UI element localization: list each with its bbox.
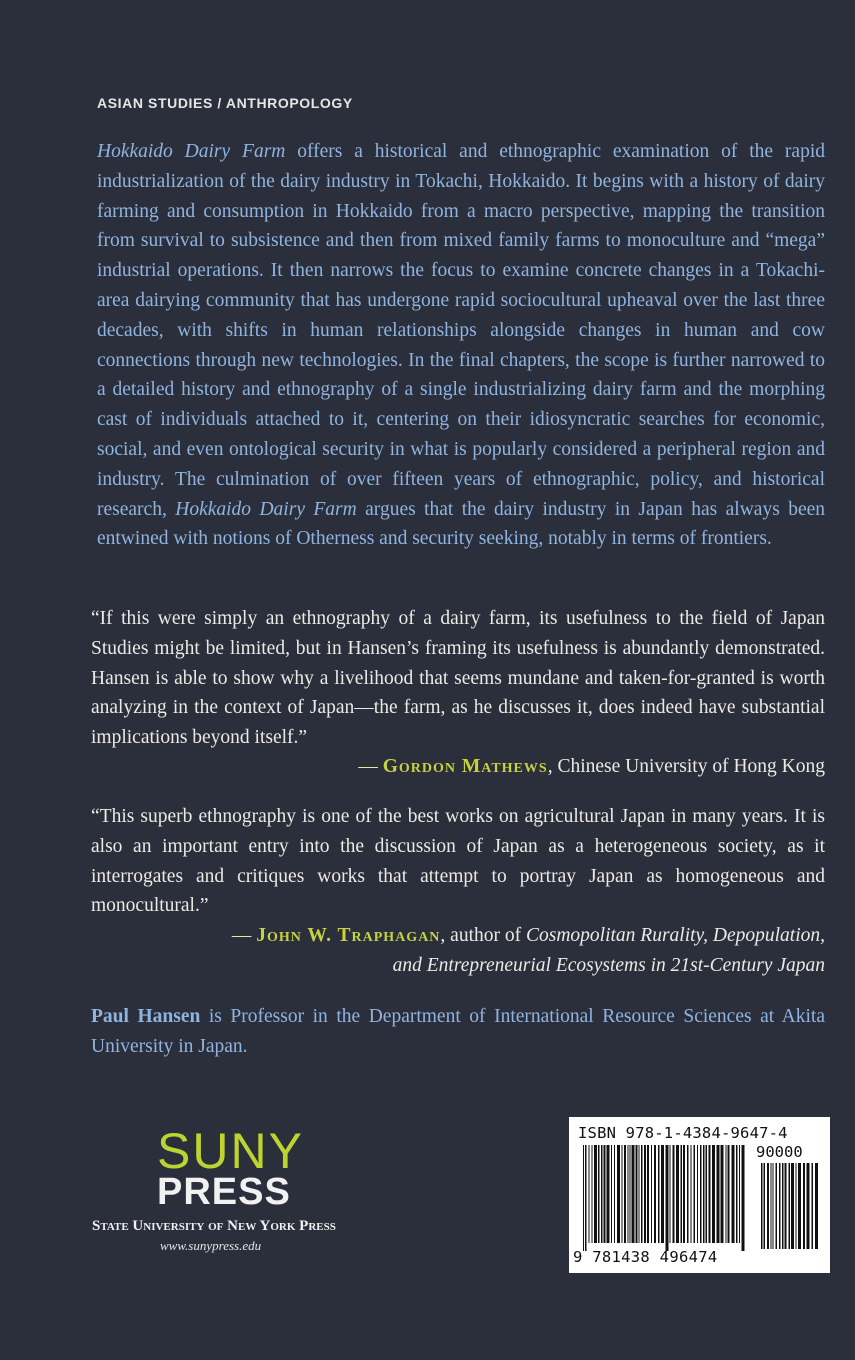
barcode-bar [691,1145,692,1243]
barcode-bar [607,1145,610,1243]
attribution-dash: — [358,756,383,777]
barcode-bar [666,1145,669,1251]
barcode-bar [706,1145,708,1243]
barcode-bar [661,1145,664,1243]
barcode-bar [815,1163,818,1249]
barcode-bar [601,1145,603,1243]
isbn-label: ISBN 978-1-4384-9647-4 [578,1124,788,1142]
barcode-bar [585,1145,587,1251]
barcode-bar [779,1163,781,1249]
barcode-bar [742,1145,745,1251]
barcode-bar [636,1145,638,1243]
barcode-bar [773,1163,774,1249]
barcode-bar [639,1145,640,1243]
barcode-bar [717,1145,720,1243]
barcode-bar [676,1145,679,1243]
barcode-bars [583,1145,747,1251]
author-bio-text: is Professor in the Department of International Resource Sciences at Akita University in Japan. [91,1006,825,1057]
barcode-bar [589,1145,590,1243]
book-description [97,137,825,554]
barcode-bar [683,1145,685,1243]
endorsement-quote: “This superb ethnography is one of the best works on agricultural Japan in many years. It is also an important entry into the discussion of Japan as a heterogeneous society, as it interrogates and critiques works that attempt to portray Japan as homogeneous and monocultural.” [91,806,825,917]
publisher-logo-press: PRESS [157,1171,291,1213]
endorser-affiliation: , Chinese University of Hong Kong [547,756,825,777]
barcode-bar [798,1163,801,1249]
barcode-bar [651,1145,652,1243]
endorser-affiliation: , author of [440,925,526,946]
barcode-bar [703,1145,705,1243]
barcode-bar [687,1145,689,1243]
barcode-bar [791,1163,794,1249]
barcode-bar [782,1163,784,1249]
barcode-bar [624,1145,626,1243]
barcode-bar [628,1145,629,1243]
author-name: Paul Hansen [91,1006,201,1027]
barcode-bar [598,1145,600,1243]
endorsement-quote: “If this were simply an ethnography of a dairy farm, its usefulness to the field of Japan Studies might be limited, but in Hansen’s framing its usefulness is abundantly demonstrated. Hansen is able to show why a livelihood that seems mundane and taken-for-granted is worth analyzing in the context of Japan—the farm, as he discusses it, does indeed have substantial implications beyond itself.” [91,608,825,749]
barcode-bar [604,1145,606,1243]
barcode-digits: 9 781438 496474 [573,1248,718,1266]
barcode-bar [789,1163,791,1249]
addon-barcode-bars [761,1163,821,1249]
barcode-bar [771,1163,772,1249]
endorser-name: John W. Traphagan [256,925,441,946]
barcode-bar [776,1163,778,1249]
barcode-bar [583,1145,584,1251]
category-label: ASIAN STUDIES / ANTHROPOLOGY [97,95,353,111]
author-bio [91,1002,825,1062]
barcode-bar [761,1163,763,1249]
barcode-bar [736,1145,738,1243]
barcode-bar [622,1145,623,1243]
barcode-bar [728,1145,730,1243]
book-title: Hokkaido Dairy Farm [97,141,286,162]
barcode-bar [697,1145,698,1243]
barcode-bar [807,1163,810,1249]
barcode-bar [796,1163,797,1249]
publisher-url: www.sunypress.edu [160,1238,262,1253]
barcode-bar [732,1145,735,1243]
description-text: argues that the dairy industry in Japan has always been entwined with notions of Otherness and security seeking, notably in terms of frontiers. [97,498,826,550]
barcode-bar [647,1145,649,1243]
barcode-bar [592,1145,593,1243]
endorsement-attribution [232,921,825,981]
barcode-bar [785,1163,787,1249]
barcode-bar [611,1145,612,1243]
price-code: 90000 [756,1143,803,1161]
barcode-bar [614,1145,615,1243]
endorser-book-title: and Entrepreneurial Ecosystems in 21st-Century Japan [392,954,825,976]
endorser-book-title: Cosmopolitan Rurality, Depopulation, [525,925,825,946]
barcode-bar [767,1163,769,1249]
barcode-bar [712,1145,715,1243]
isbn-barcode [569,1117,830,1273]
barcode-bar [709,1145,711,1243]
barcode-bar [726,1145,727,1243]
endorser-name: Gordon Mathews [382,756,548,777]
description-text: offers a historical and ethnographic examination of the rapid industrialization of the dairy industry in Tokachi, Hokkaido. It begins with a history of dairy farming and consumption in Hokkaido from a macro perspective, mapping the transition from survival to subsistence and then from mixed family farms to monoculture and “mega” industrial operations. It then narrows the focus to examine concrete changes in a Tokachi-area dairying community that has undergone rapid sociocultural upheaval over the last three decades, with shifts in human relationships alongside changes in human and cow connections through new technologies. In the final chapters, the scope is further narrowed to a detailed history and ethnography of a single industrializing dairy farm and the morphing cast of individuals attached to it, centering on their idiosyncratic searches for economic, social, and even ontological security in what is popularly considered a peripheral region and industry. The culmination of over fifteen years of ethnographic, policy, and historical research, [97,141,825,520]
barcode-bar [654,1145,656,1243]
book-title: Hokkaido Dairy Farm [175,498,357,520]
barcode-bar [658,1145,660,1243]
barcode-bar [630,1145,631,1243]
barcode-bar [739,1145,740,1243]
barcode-bar [641,1145,643,1243]
barcode-bar [681,1145,683,1243]
barcode-bar [803,1163,805,1249]
publisher-logo-suny: SUNY [157,1123,304,1179]
publisher-name: State University of New York Press [92,1218,336,1234]
barcode-bar [644,1145,646,1243]
barcode-bar [594,1145,597,1243]
attribution-dash: — [231,925,257,946]
barcode-bar [673,1145,675,1243]
barcode-bar [764,1163,766,1249]
barcode-bar [812,1163,814,1249]
barcode-bar [617,1145,620,1243]
barcode-bar [694,1145,696,1243]
endorsement-attribution [358,752,825,782]
barcode-bar [670,1145,671,1243]
barcode-bar [700,1145,702,1243]
barcode-bar [721,1145,724,1243]
barcode-bar [632,1145,635,1243]
